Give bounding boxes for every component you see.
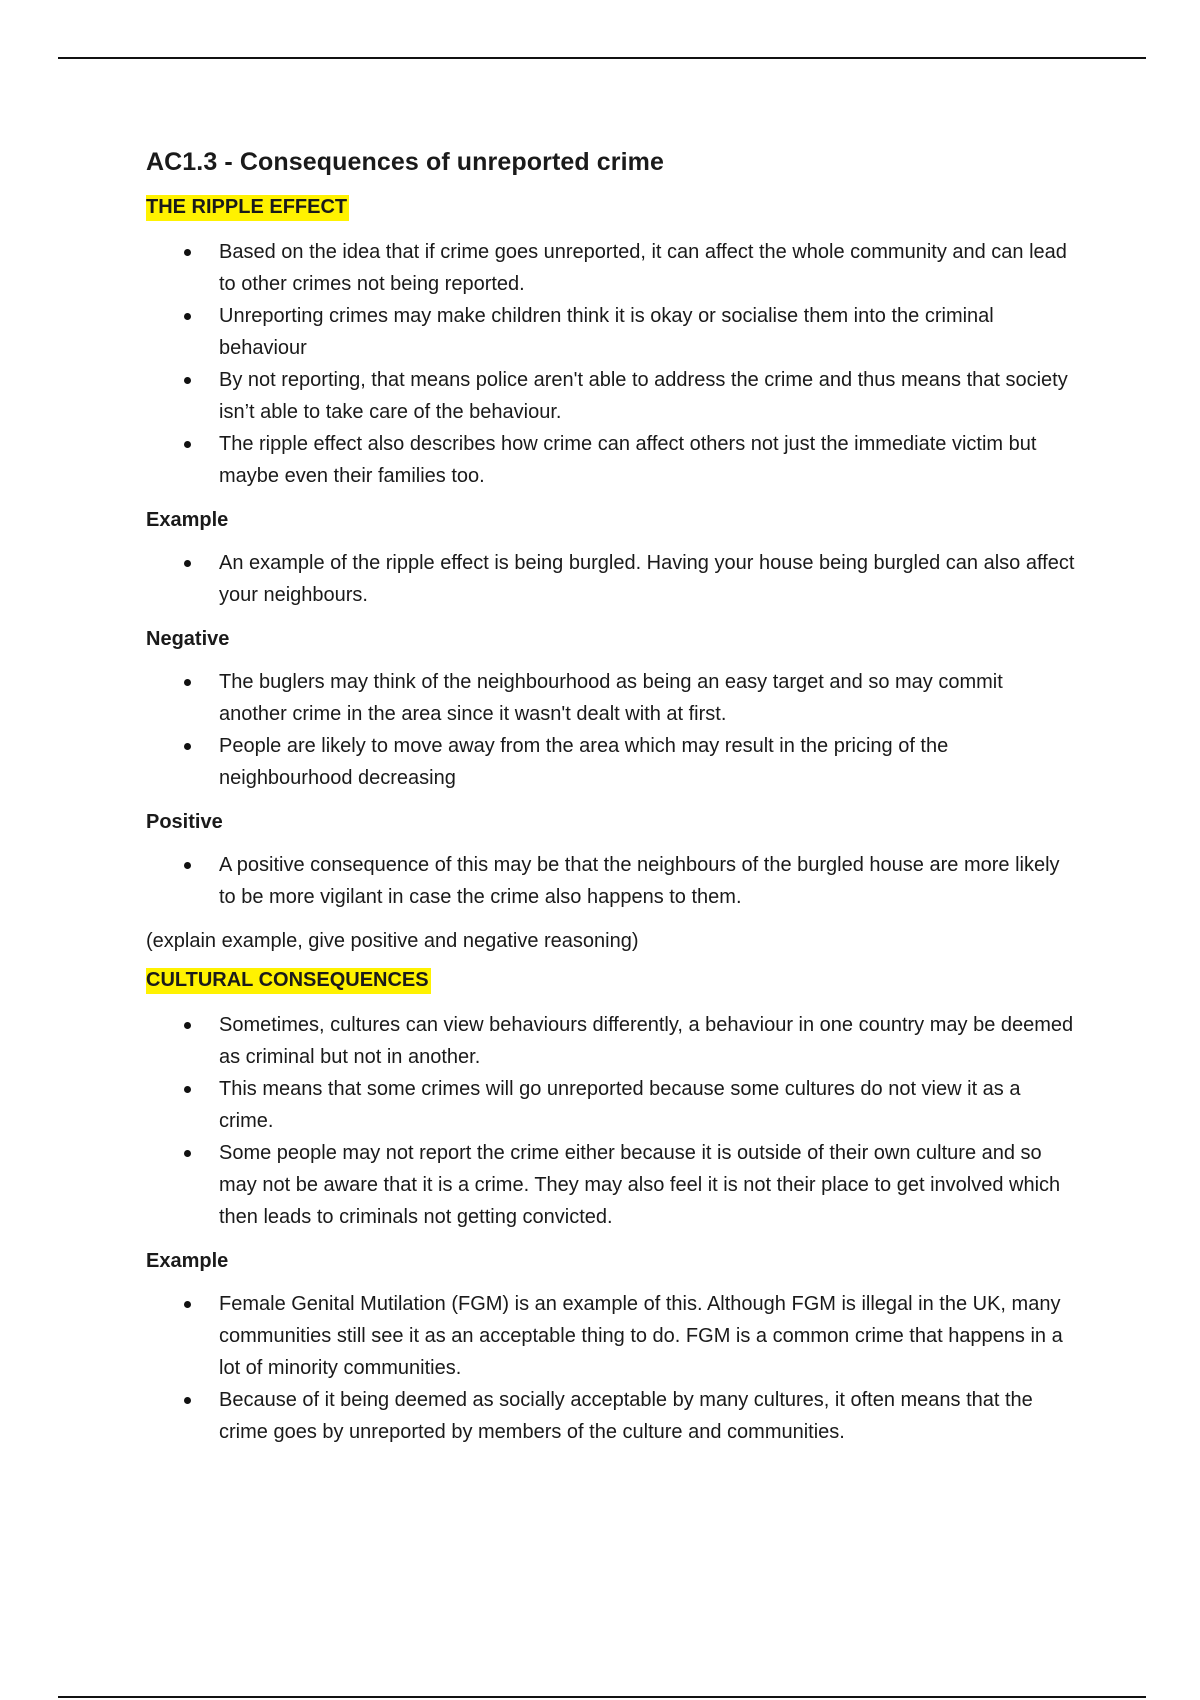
footer-rule bbox=[58, 1696, 1146, 1698]
list-item: Because of it being deemed as socially acceptable by many cultures, it often means that the crime goes by unreported by members of the culture and communities. bbox=[146, 1384, 1076, 1448]
ripple-example-list bbox=[146, 547, 1076, 611]
subheading-positive: Positive bbox=[146, 811, 223, 833]
section-heading-ripple-effect: THE RIPPLE EFFECT bbox=[146, 195, 349, 221]
ripple-effect-list bbox=[146, 236, 1076, 492]
ripple-negative-list bbox=[146, 666, 1076, 794]
cultural-example-list bbox=[146, 1288, 1076, 1448]
page-title: AC1.3 - Consequences of unreported crime bbox=[146, 148, 665, 176]
list-item: Unreporting crimes may make children think it is okay or socialise them into the criminal behaviour bbox=[146, 300, 1076, 364]
list-item: Some people may not report the crime either because it is outside of their own culture and so may not be aware that it is a crime. They may also feel it is not their place to get involved which then leads to criminals not getting convicted. bbox=[146, 1137, 1076, 1233]
instruction-note: (explain example, give positive and negative reasoning) bbox=[146, 930, 639, 952]
list-item: This means that some crimes will go unreported because some cultures do not view it as a crime. bbox=[146, 1073, 1076, 1137]
cultural-list bbox=[146, 1009, 1076, 1233]
list-item: People are likely to move away from the area which may result in the pricing of the neighbourhood decreasing bbox=[146, 730, 1076, 794]
list-item: Based on the idea that if crime goes unreported, it can affect the whole community and can lead to other crimes not being reported. bbox=[146, 236, 1076, 300]
subheading-negative: Negative bbox=[146, 628, 230, 650]
list-item: The buglers may think of the neighbourhood as being an easy target and so may commit another crime in the area since it wasn't dealt with at first. bbox=[146, 666, 1076, 730]
section-heading-cultural-consequences: CULTURAL CONSEQUENCES bbox=[146, 968, 431, 994]
subheading-example: Example bbox=[146, 1250, 229, 1272]
list-item: A positive consequence of this may be that the neighbours of the burgled house are more likely to be more vigilant in case the crime also happens to them. bbox=[146, 849, 1076, 913]
list-item: By not reporting, that means police aren't able to address the crime and thus means that society isn’t able to take care of the behaviour. bbox=[146, 364, 1076, 428]
list-item: Female Genital Mutilation (FGM) is an example of this. Although FGM is illegal in the UK, many communities still see it as an acceptable thing to do. FGM is a common crime that happens in a lot of minority communities. bbox=[146, 1288, 1076, 1384]
subheading-example: Example bbox=[146, 509, 229, 531]
list-item: The ripple effect also describes how crime can affect others not just the immediate victim but maybe even their families too. bbox=[146, 428, 1076, 492]
list-item: An example of the ripple effect is being burgled. Having your house being burgled can also affect your neighbours. bbox=[146, 547, 1076, 611]
header-rule bbox=[58, 57, 1146, 59]
document-body bbox=[146, 148, 1076, 1465]
ripple-positive-list bbox=[146, 849, 1076, 913]
list-item: Sometimes, cultures can view behaviours differently, a behaviour in one country may be deemed as criminal but not in another. bbox=[146, 1009, 1076, 1073]
